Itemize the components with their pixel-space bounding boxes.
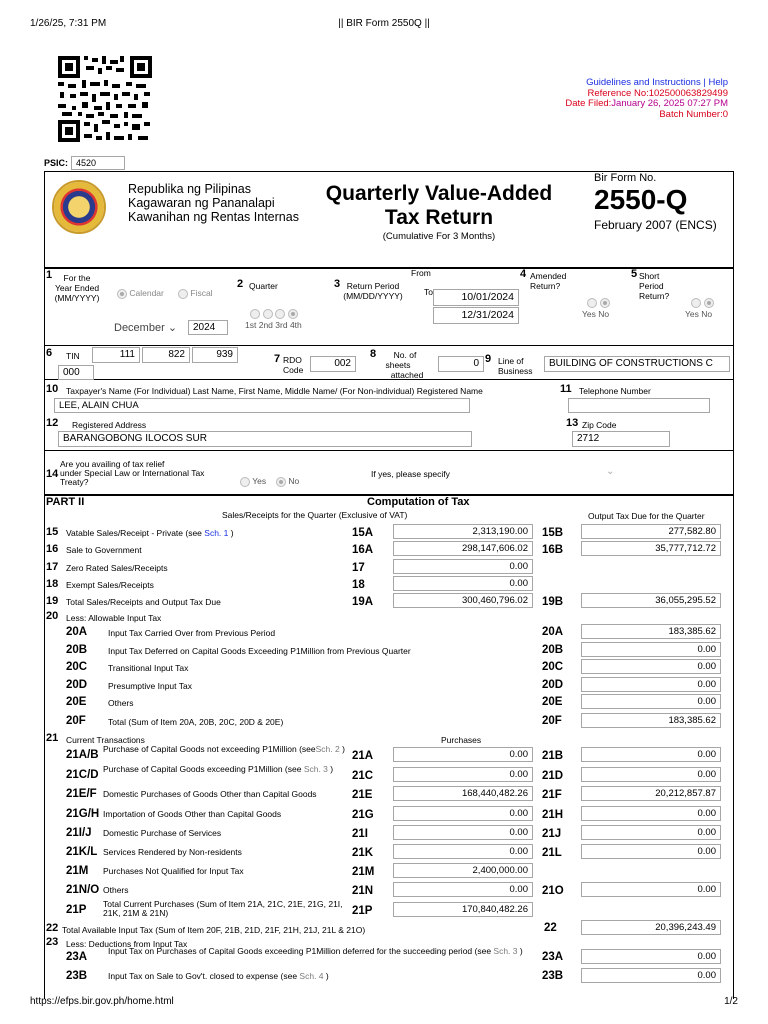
row-label-text: Total Sales/Receipts and Output Tax Due: [66, 597, 221, 607]
line-code: 23B: [66, 970, 88, 982]
line-code: 21G/H: [66, 808, 100, 820]
amended-radios: [587, 297, 610, 308]
line-code: 18: [352, 579, 365, 591]
taxpayer-name-label: Taxpayer's Name (For Individual) Last Name, First Name, Middle Name/ (For Non-individual) Registered Name: [66, 386, 483, 396]
line-code: 20C: [542, 661, 564, 673]
amount-field[interactable]: 0.00: [393, 882, 533, 897]
line-code: 20F: [542, 715, 562, 727]
line-code: 21N: [352, 885, 374, 897]
line-code: 21I: [352, 828, 368, 840]
row-label-text: Total Current Purchases (Sum of Item 21A, 21C, 21E, 21G, 21I, 21K, 21M & 21N): [103, 899, 343, 918]
label-line: Return Period: [346, 281, 400, 291]
quarter-1-radio[interactable]: [250, 309, 260, 319]
line-code: 21E/F: [66, 788, 97, 800]
psic-field[interactable]: 4520: [71, 156, 125, 170]
fiscal-radio[interactable]: [178, 289, 188, 299]
line-code: 23A: [542, 951, 564, 963]
item-9-number: 9: [485, 353, 492, 365]
row-label: [66, 581, 366, 590]
row-label: [66, 564, 366, 573]
quarter-radios: [250, 308, 298, 319]
link-separator: |: [700, 77, 709, 88]
row-label-tail: ): [327, 764, 334, 774]
label-line: Amended: [530, 271, 567, 281]
schedule-link[interactable]: Sch. 3: [303, 764, 328, 774]
item-4-label: [530, 271, 566, 291]
line-of-business-label: [498, 356, 533, 376]
amount-field[interactable]: 183,385.62: [581, 713, 721, 728]
row-number: 17: [46, 561, 59, 573]
label-line: (MM/DD/YYYY): [343, 291, 403, 301]
date-filed-value: January 26, 2025 07:27 PM: [611, 98, 728, 109]
schedule-link[interactable]: Sch. 4: [299, 971, 324, 981]
item-10-number: 10: [46, 383, 59, 395]
sheets-label: [370, 350, 426, 380]
line-code: 21A: [352, 750, 374, 762]
yes-label: Yes: [252, 476, 267, 486]
label-line: Year Ended: [54, 283, 100, 293]
month-value: December: [114, 322, 165, 334]
row-number: 19: [46, 595, 59, 607]
amount-field[interactable]: 0.00: [393, 559, 533, 574]
specify-label: If yes, please specify: [371, 469, 450, 479]
row-label-text: Vatable Sales/Receipt - Private (see: [66, 528, 205, 538]
fiscal-option[interactable]: [178, 288, 213, 299]
calendar-label: Calendar: [129, 288, 164, 298]
divider: [44, 450, 734, 451]
amount-field[interactable]: 170,840,482.26: [393, 902, 533, 917]
batch-number: Batch Number:0: [659, 108, 728, 120]
amount-field[interactable]: 0.00: [581, 844, 721, 859]
line-code: 20D: [66, 679, 88, 691]
line-code: 20E: [542, 696, 563, 708]
row-number: 16: [46, 543, 59, 555]
line-code: 21C: [352, 770, 374, 782]
row-label: Current Transactions: [66, 735, 145, 745]
line-code: 21H: [542, 809, 564, 821]
row-number: 20: [46, 610, 59, 622]
line-code: 16A: [352, 544, 374, 556]
telephone-label: Telephone Number: [579, 386, 651, 396]
print-page-number: 1/2: [724, 996, 738, 1007]
line-code: 20A: [66, 626, 88, 638]
label-line: attached: [390, 370, 424, 380]
period-to-field[interactable]: 12/31/2024: [433, 307, 519, 324]
schedule-link[interactable]: Sch. 1: [204, 528, 229, 538]
short-period-labels: [685, 309, 712, 319]
item-2-label: Quarter: [249, 281, 278, 291]
row-label: [108, 947, 538, 956]
from-label: From: [411, 268, 431, 278]
print-page-title: || BIR Form 2550Q ||: [338, 18, 430, 29]
amount-field[interactable]: 0.00: [581, 949, 721, 964]
row-label-text: Importation of Goods Other than Capital Goods: [103, 809, 282, 819]
sales-column-header: Sales/Receipts for the Quarter (Exclusive of VAT): [222, 510, 408, 520]
line-code: 20F: [66, 715, 86, 727]
line-code: 21E: [352, 789, 373, 801]
amount-field[interactable]: 277,582.80: [581, 524, 721, 539]
zip-label: Zip Code: [582, 420, 617, 430]
item-6-number: 6: [46, 347, 53, 359]
row-label: [103, 810, 349, 819]
amount-field[interactable]: 0.00: [581, 968, 721, 983]
row-label: Transitional Input Tax: [108, 663, 189, 673]
label-line: sheets: [385, 360, 411, 370]
chevron-down-icon[interactable]: ⌄: [606, 466, 615, 477]
quarter-label: 4th: [289, 320, 302, 330]
print-url: https://efps.bir.gov.ph/home.html: [30, 996, 174, 1007]
amount-field[interactable]: 0.00: [393, 844, 533, 859]
part-2-label: PART II: [46, 496, 85, 508]
line-code: 21G: [352, 809, 374, 821]
amount-field[interactable]: 183,385.62: [581, 624, 721, 639]
row-label-text: Domestic Purchase of Services: [103, 828, 222, 838]
label-line: Return?: [530, 281, 561, 291]
no-label: No: [288, 476, 300, 486]
calendar-option[interactable]: [117, 288, 164, 299]
row-number: 18: [46, 578, 59, 590]
row-label-text: Purchase of Capital Goods not exceeding P1Million (see: [103, 744, 316, 754]
address-label: Registered Address: [72, 420, 147, 430]
agency-line: Kagawaran ng Pananalapi: [128, 196, 275, 210]
line-code: 21M: [352, 866, 375, 878]
line-code: 22: [544, 922, 557, 934]
amount-field[interactable]: 0.00: [581, 677, 721, 692]
label-line: Line of: [498, 356, 524, 366]
row-label: [103, 848, 349, 857]
divider: [44, 345, 734, 346]
line-code: 20A: [542, 626, 564, 638]
amended-no-radio[interactable]: [600, 298, 610, 308]
item-4-number: 4: [520, 268, 527, 280]
amount-field[interactable]: 0.00: [393, 767, 533, 782]
tin-field-3[interactable]: 939: [192, 347, 238, 363]
amount-field[interactable]: 168,440,482.26: [393, 786, 533, 801]
label-line: Business: [498, 366, 533, 376]
month-select[interactable]: [114, 321, 177, 334]
amount-field[interactable]: 0.00: [581, 825, 721, 840]
amount-field[interactable]: 0.00: [581, 642, 721, 657]
row-label: [66, 598, 366, 607]
guidelines-link[interactable]: Guidelines and Instructions: [586, 77, 701, 88]
row-label: [103, 765, 349, 774]
form-subtitle: (Cumulative For 3 Months): [382, 231, 496, 242]
taxpayer-name-field[interactable]: LEE, ALAIN CHUA: [54, 398, 470, 413]
form-number: 2550-Q: [594, 184, 688, 215]
amount-field[interactable]: 0.00: [581, 806, 721, 821]
telephone-field[interactable]: [568, 398, 710, 413]
row-label-text: Zero Rated Sales/Receipts: [66, 563, 168, 573]
row-number: 15: [46, 526, 59, 538]
no-label: No: [598, 309, 610, 319]
item-2-number: 2: [237, 278, 244, 290]
line-code: 20D: [542, 679, 564, 691]
bir-seal-icon: [52, 180, 106, 234]
amended-labels: [582, 309, 609, 319]
output-column-header: Output Tax Due for the Quarter: [588, 511, 705, 521]
amount-field[interactable]: 298,147,606.02: [393, 541, 533, 556]
row-label: [108, 972, 538, 981]
amount-field[interactable]: 20,396,243.49: [581, 920, 721, 935]
line-code: 21F: [542, 789, 562, 801]
amount-field[interactable]: 0.00: [393, 747, 533, 762]
item-8-number: 8: [370, 348, 377, 360]
row-label: Less: Allowable Input Tax: [66, 613, 162, 623]
item-11-number: 11: [560, 383, 572, 395]
amount-field[interactable]: 300,460,796.02: [393, 593, 533, 608]
row-label-text: Input Tax on Purchases of Capital Goods exceeding P1Million deferred for the succeeding period (see: [108, 946, 494, 956]
short-period-radios: [691, 297, 714, 308]
label-line: under Special Law or International Tax: [60, 468, 205, 478]
row-label: [103, 867, 349, 876]
row-label-tail: ): [323, 971, 329, 981]
row-label-tail: ): [228, 528, 234, 538]
item-12-number: 12: [46, 417, 59, 429]
tax-relief-label: [56, 460, 204, 487]
amount-field[interactable]: 20,212,857.87: [581, 786, 721, 801]
yes-label: Yes: [582, 309, 596, 319]
row-number: 21: [46, 732, 59, 744]
year-field[interactable]: 2024: [188, 320, 228, 335]
row-label: Presumptive Input Tax: [108, 681, 192, 691]
item-7-number: 7: [274, 353, 281, 365]
row-label: Input Tax Deferred on Capital Goods Exceeding P1Million from Previous Quarter: [108, 646, 411, 656]
item-14-number: 14: [46, 468, 59, 480]
row-label-text: Purchases Not Qualified for Input Tax: [103, 866, 244, 876]
amount-field[interactable]: 0.00: [393, 576, 533, 591]
part-2-title: Computation of Tax: [367, 496, 470, 508]
amount-field[interactable]: 0.00: [581, 767, 721, 782]
tin-label: TIN: [66, 351, 80, 361]
amount-field[interactable]: 2,313,190.00: [393, 524, 533, 539]
amount-field[interactable]: 0.00: [393, 825, 533, 840]
item-5-number: 5: [631, 268, 638, 280]
row-label-text: Input Tax on Sale to Gov't. closed to expense (see: [108, 971, 300, 981]
line-code: 21P: [352, 905, 373, 917]
item-1-label: [50, 273, 104, 303]
label-line: Short: [639, 271, 660, 281]
tax-relief-no-option[interactable]: [276, 476, 299, 487]
reference-number: Reference No:102500063829499: [587, 87, 728, 99]
amount-field[interactable]: 36,055,295.52: [581, 593, 721, 608]
line-code: 21B: [542, 750, 564, 762]
row-number: 23: [46, 936, 59, 948]
qr-code-icon: [56, 54, 154, 144]
line-code: 23A: [66, 951, 88, 963]
line-code: 20B: [66, 644, 88, 656]
form-no-label: Bir Form No.: [594, 172, 657, 184]
row-label-tail: ): [339, 744, 345, 754]
quarter-label: 1st: [245, 320, 257, 330]
agency-line: Kawanihan ng Rentas Internas: [128, 210, 299, 224]
row-label-text: Purchase of Capital Goods exceeding P1Million (see: [103, 764, 304, 774]
row-label-tail: ): [517, 946, 523, 956]
row-label: [103, 829, 349, 838]
line-code: 23B: [542, 970, 564, 982]
amount-field[interactable]: 0.00: [581, 659, 721, 674]
row-label: Input Tax Carried Over from Previous Period: [108, 628, 276, 638]
purchases-column-header: Purchases: [441, 735, 482, 745]
no-label: No: [701, 309, 713, 319]
row-label: Total Available Input Tax (Sum of Item 20F, 21B, 21D, 21F, 21H, 21J, 21L & 21O): [62, 925, 366, 935]
label-line: Period: [639, 281, 664, 291]
fiscal-label: Fiscal: [190, 288, 213, 298]
line-code: 21P: [66, 904, 87, 916]
row-label-text: Domestic Purchases of Goods Other than Capital Goods: [103, 789, 317, 799]
amount-field[interactable]: 0.00: [393, 806, 533, 821]
calendar-radio[interactable]: [117, 289, 127, 299]
line-code: 21D: [542, 770, 564, 782]
quarter-4-radio[interactable]: [288, 309, 298, 319]
row-label: [103, 900, 349, 918]
quarter-label: 2nd: [258, 320, 273, 330]
line-code: 15A: [352, 527, 374, 539]
amount-field[interactable]: 0.00: [581, 882, 721, 897]
row-label: [103, 745, 349, 754]
line-code: 21N/O: [66, 884, 100, 896]
row-label: [103, 790, 349, 799]
label-line: Are you availing of tax relief: [60, 459, 165, 469]
row-label: Total (Sum of Item 20A, 20B, 20C, 20D & 20E): [108, 717, 284, 727]
form-title-line: Quarterly Value-Added: [325, 182, 553, 205]
label-line: RDO: [283, 355, 302, 365]
help-link[interactable]: Help: [708, 77, 728, 88]
quarter-label: 3rd: [275, 320, 288, 330]
row-label-text: Exempt Sales/Receipts: [66, 580, 154, 590]
label-line: Return?: [639, 291, 670, 301]
address-field[interactable]: BARANGOBONG ILOCOS SUR: [58, 431, 472, 447]
tax-relief-no-radio[interactable]: [276, 477, 286, 487]
form-version-date: February 2007 (ENCS): [594, 218, 717, 232]
item-3-number: 3: [334, 278, 341, 290]
line-of-business-field[interactable]: BUILDING OF CONSTRUCTIONS C: [544, 356, 730, 372]
tax-relief-yes-radio[interactable]: [240, 477, 250, 487]
line-code: 21A/B: [66, 749, 99, 761]
line-code: 21M: [66, 865, 89, 877]
amount-field[interactable]: 2,400,000.00: [393, 863, 533, 878]
line-code: 19A: [352, 596, 374, 608]
item-5-label: [639, 271, 669, 301]
chevron-down-icon: ⌄: [167, 322, 178, 334]
label-line: No. of: [393, 350, 417, 360]
to-label: To: [424, 287, 433, 297]
line-code: 21I/J: [66, 827, 92, 839]
line-code: 21L: [542, 847, 562, 859]
form-title-line: Tax Return: [384, 206, 494, 229]
zip-field[interactable]: 2712: [572, 431, 670, 447]
row-label: Others: [108, 698, 134, 708]
amended-yes-radio[interactable]: [587, 298, 597, 308]
line-code: 21O: [542, 885, 564, 897]
line-code: 20E: [66, 696, 87, 708]
line-code: 21J: [542, 828, 562, 840]
period-from-field[interactable]: 10/01/2024: [433, 289, 519, 306]
quarter-labels: [245, 320, 302, 330]
schedule-link[interactable]: Sch. 3: [493, 946, 518, 956]
short-yes-radio[interactable]: [691, 298, 701, 308]
row-label: [103, 886, 349, 895]
form-title: [300, 182, 578, 230]
item-3-label: [340, 281, 406, 301]
date-filed-label: Date Filed:: [565, 98, 612, 109]
line-code: 20B: [542, 644, 564, 656]
agency-line: Republika ng Pilipinas: [128, 182, 251, 196]
amount-field[interactable]: 0.00: [581, 747, 721, 762]
label-line: Treaty?: [60, 477, 89, 487]
label-line: For the: [63, 273, 91, 283]
short-no-radio[interactable]: [704, 298, 714, 308]
row-label-text: Sale to Government: [66, 545, 142, 555]
row-label: Less: Deductions from Input Tax: [66, 939, 188, 949]
branch-code-field[interactable]: 000: [58, 365, 94, 380]
line-code: 21K/L: [66, 846, 98, 858]
schedule-link[interactable]: Sch. 2: [315, 744, 340, 754]
amount-field[interactable]: 35,777,712.72: [581, 541, 721, 556]
row-label: [66, 546, 366, 555]
line-code: 16B: [542, 544, 564, 556]
label-line: (MM/YYYY): [54, 293, 100, 303]
reference-info: [565, 78, 728, 120]
agency-name: [128, 182, 299, 224]
item-1-number: 1: [46, 269, 53, 281]
row-label-text: Services Rendered by Non-residents: [103, 847, 242, 857]
row-number: 22: [46, 922, 59, 934]
sheets-field[interactable]: 0: [438, 356, 484, 372]
label-line: Code: [283, 365, 304, 375]
line-code: 21C/D: [66, 769, 99, 781]
print-datetime: 1/26/25, 7:31 PM: [30, 18, 107, 29]
row-label-text: Others: [103, 885, 129, 895]
line-code: 17: [352, 562, 365, 574]
line-code: 15B: [542, 527, 564, 539]
yes-label: Yes: [685, 309, 699, 319]
line-code: 20C: [66, 661, 88, 673]
tin-field-2[interactable]: 822: [142, 347, 190, 363]
quarter-3-radio[interactable]: [275, 309, 285, 319]
line-code: 19B: [542, 596, 564, 608]
item-13-number: 13: [566, 417, 579, 429]
amount-field[interactable]: 0.00: [581, 694, 721, 709]
rdo-field[interactable]: 002: [310, 356, 356, 372]
row-label: [66, 529, 366, 538]
quarter-2-radio[interactable]: [263, 309, 273, 319]
tax-relief-yes-option[interactable]: [240, 476, 266, 487]
rdo-label: [283, 355, 303, 375]
tin-field-1[interactable]: 111: [92, 347, 140, 363]
line-code: 21K: [352, 847, 374, 859]
psic-label: PSIC:: [44, 158, 69, 168]
